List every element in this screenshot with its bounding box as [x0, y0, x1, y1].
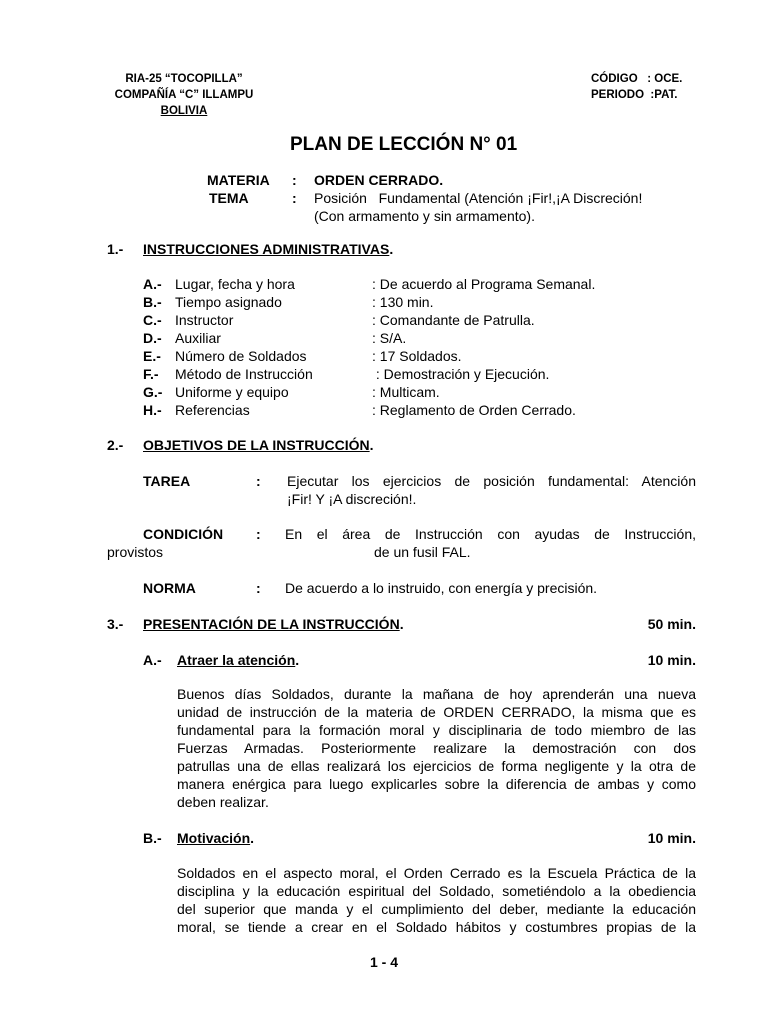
section-1-number: 1.-: [107, 241, 124, 257]
section-2-number: 2.-: [107, 437, 124, 453]
condicion-line-2b: de un fusil FAL.: [374, 544, 471, 560]
condicion-label: CONDICIÓN: [143, 526, 224, 542]
code-line: CÓDIGO : OCE.: [591, 73, 683, 85]
paragraph-line: unidad de instrucción de la materia de ORDEN CERRADO, la misma que es: [177, 704, 696, 720]
section-3-heading: PRESENTACIÓN DE LA INSTRUCCIÓN.: [143, 616, 404, 632]
norma-colon: :: [256, 580, 261, 596]
company-name: COMPAÑÍA “C” ILLAMPU: [114, 89, 254, 101]
section-3-title: PRESENTACIÓN DE LA INSTRUCCIÓN: [143, 616, 400, 632]
section-2-heading: OBJETIVOS DE LA INSTRUCCIÓN.: [143, 437, 374, 453]
tarea-label: TAREA: [143, 473, 191, 489]
sub-a-title: Atraer la atención: [177, 652, 296, 668]
sub-b-title: Motivación: [177, 830, 251, 846]
materia-label: MATERIA: [207, 172, 270, 188]
sub-b-paragraph: [177, 864, 696, 936]
tema-line-2: (Con armamento y sin armamento).: [314, 208, 535, 224]
sub-a-letter: A.-: [143, 652, 162, 668]
paragraph-line: deben realizar.: [177, 794, 269, 810]
section-3-time: 50 min.: [647, 616, 696, 632]
sub-a-heading: Atraer la atención.: [177, 652, 300, 668]
sub-b-time: 10 min.: [647, 830, 696, 846]
paragraph-line: Buenos días Soldados, durante la mañana de hoy aprenderán una nueva: [177, 686, 696, 702]
page-number: 1 - 4: [369, 954, 398, 970]
sub-b-letter: B.-: [143, 830, 162, 846]
paragraph-line: moral, se tiende a crear en el Soldado hábitos y costumbres propias de la: [177, 919, 696, 935]
norma-label: NORMA: [143, 580, 196, 596]
sub-a-paragraph: [177, 685, 696, 811]
country-name: BOLIVIA: [160, 105, 208, 117]
paragraph-line: patrullas una de ellas realizará los ejercicios de forma negligente y la otra de: [177, 758, 696, 774]
period-line: PERIODO :PAT.: [591, 89, 678, 101]
section-1-title: INSTRUCCIONES ADMINISTRATIVAS: [143, 241, 390, 257]
sub-b-heading: Motivación.: [177, 830, 255, 846]
paragraph-line: disciplina y la educación espiritual del Soldado, sometiéndolo a la obediencia: [177, 883, 696, 899]
tarea-colon: :: [256, 473, 261, 489]
code-block: [591, 71, 682, 103]
paragraph-line: Fuerzas Armadas. Posteriormente realizare la demostración con dos: [177, 740, 696, 756]
section-1-heading: INSTRUCCIONES ADMINISTRATIVAS.: [143, 241, 394, 257]
paragraph-line: manera enérgica para luego explicarles sobre la diferencia de ambas y como: [177, 776, 696, 792]
tema-colon: :: [292, 190, 297, 206]
paragraph-line: Soldados en el aspecto moral, el Orden Cerrado es la Escuela Práctica de la: [177, 865, 696, 881]
sub-a-time: 10 min.: [647, 652, 696, 668]
section-3-number: 3.-: [107, 616, 124, 632]
norma-text: De acuerdo a lo instruido, con energía y precisión.: [285, 580, 598, 596]
materia-value: ORDEN CERRADO.: [314, 172, 444, 188]
paragraph-line: del superior que manda y el cumplimiento del deber, mediante la educación: [177, 901, 696, 917]
page-title: PLAN DE LECCIÓN N° 01: [290, 134, 518, 155]
condicion-line-2a: provistos: [107, 544, 164, 560]
section-2-title: OBJETIVOS DE LA INSTRUCCIÓN: [143, 437, 370, 453]
paragraph-line: fundamental para la formación moral y disciplinaria de todo miembro de las: [177, 722, 696, 738]
tema-line-1: Posición Fundamental (Atención ¡Fir!,¡A Discreción!: [314, 190, 643, 206]
unit-name: RIA-25 “TOCOPILLA”: [125, 73, 243, 85]
condicion-colon: :: [256, 526, 261, 542]
tema-label: TEMA: [209, 190, 249, 206]
materia-colon: :: [292, 172, 297, 188]
unit-block: [104, 71, 264, 119]
tarea-line-2: ¡Fir! Y ¡A discreción!.: [287, 491, 417, 507]
condicion-line-1: En el área de Instrucción con ayudas de Instrucción,: [285, 526, 696, 542]
tarea-line-1: Ejecutar los ejercicios de posición fundamental: Atención: [287, 473, 696, 489]
